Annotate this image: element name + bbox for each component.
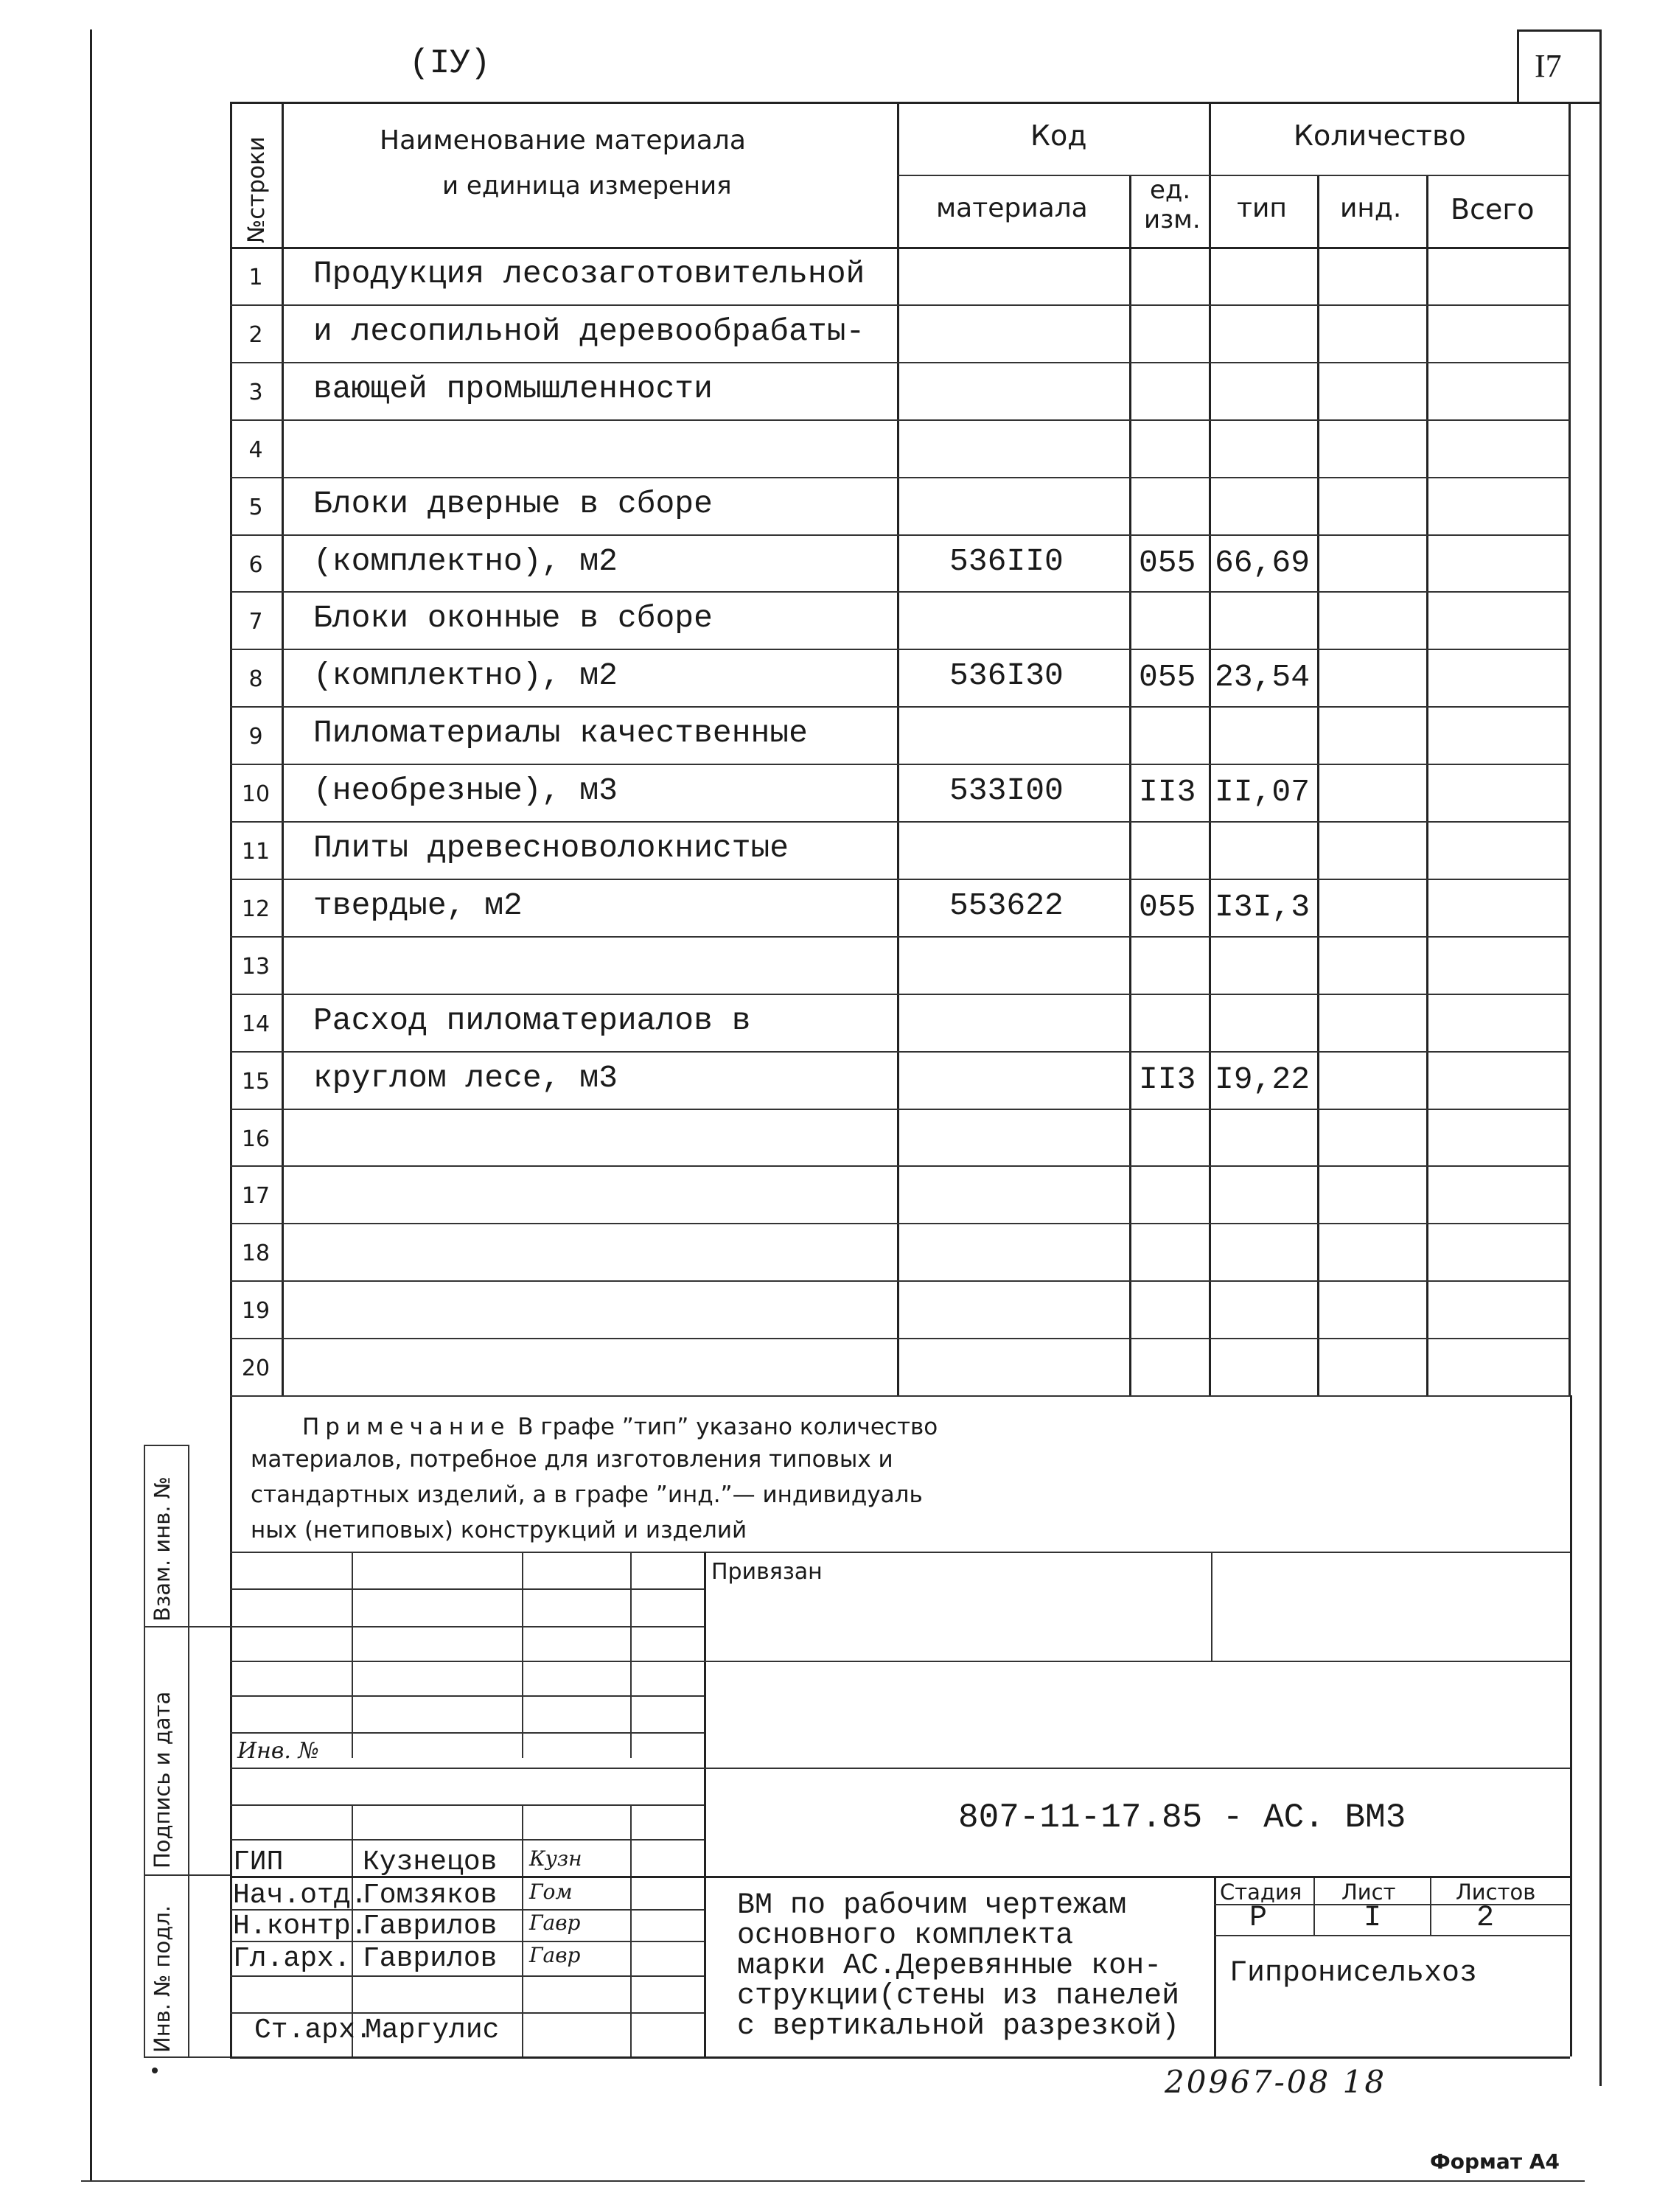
header-name-line2: и единица измерения bbox=[442, 171, 732, 200]
stamp-title bbox=[737, 1891, 1179, 2042]
row-line bbox=[230, 591, 1570, 593]
row-number: 15 bbox=[241, 1068, 271, 1095]
stamp-sheets-label: Листов bbox=[1456, 1880, 1536, 1905]
side-dot bbox=[152, 2068, 158, 2073]
row-code: 536I30 bbox=[949, 657, 1064, 694]
header-code: Код bbox=[1030, 119, 1087, 152]
page-number: I7 bbox=[1535, 48, 1562, 84]
stamp-signature: Гавр bbox=[529, 1911, 581, 1935]
row-name: Блоки дверные в сборе bbox=[313, 485, 713, 522]
top-label: (IУ) bbox=[409, 44, 491, 83]
stamp-bottom-line bbox=[230, 2056, 1570, 2059]
stamp-sheet: I bbox=[1364, 1902, 1382, 1935]
row-number: 3 bbox=[248, 379, 263, 405]
stamp-grid-13 bbox=[230, 2012, 704, 2014]
stamp-signature: Гом bbox=[529, 1880, 573, 1904]
row-name: твердые, м2 bbox=[313, 887, 523, 924]
header-material: материала bbox=[936, 193, 1088, 223]
header-unit-line2: изм. bbox=[1144, 205, 1201, 234]
col-divider-code bbox=[1129, 175, 1131, 1395]
stamp-col-stage bbox=[1313, 1876, 1315, 1935]
stamp-doc-top bbox=[704, 1768, 1570, 1769]
stamp-col-date bbox=[630, 1552, 632, 1758]
row-line bbox=[230, 362, 1570, 363]
row-name: (комплектно), м2 bbox=[313, 542, 618, 579]
note-line4: ных (нетиповых) конструкций и изделий bbox=[251, 1517, 747, 1543]
row-number: 18 bbox=[241, 1241, 271, 1267]
row-number: 1 bbox=[248, 265, 263, 290]
stamp-person: Гаврилов bbox=[363, 1911, 498, 1942]
stamp-col-sign bbox=[522, 1552, 523, 1758]
side-strip-bottom bbox=[144, 2056, 230, 2058]
stamp-stage: Р bbox=[1249, 1902, 1268, 1935]
row-line bbox=[230, 706, 1570, 708]
row-line bbox=[230, 649, 1570, 650]
note-line2: материалов, потребное для изготовления типовых и bbox=[251, 1446, 893, 1473]
side-strip-left bbox=[144, 1445, 145, 2056]
side-label-vzam: Взам. инв. № bbox=[150, 1476, 175, 1622]
frame-bottom-line bbox=[81, 2180, 1585, 2182]
row-line bbox=[230, 1338, 1570, 1339]
stamp-inv-no: Инв. № bbox=[237, 1738, 319, 1764]
stamp-title-line5: с вертикальной разрезкой) bbox=[737, 2010, 1180, 2043]
row-number: 7 bbox=[248, 609, 263, 635]
row-number: 9 bbox=[248, 724, 263, 750]
col-divider-rowno bbox=[282, 102, 284, 1395]
row-unit: II3 bbox=[1139, 774, 1196, 811]
side-label-podpis: Подпись и дата bbox=[150, 1691, 175, 1869]
row-line bbox=[230, 1395, 1570, 1397]
row-line bbox=[230, 477, 1570, 478]
stamp-sheets: 2 bbox=[1476, 1902, 1495, 1935]
stamp-stage-bottom bbox=[1214, 1935, 1570, 1936]
col-divider-name bbox=[897, 102, 899, 1395]
stamp-role: Гл.арх. bbox=[233, 1943, 351, 1975]
row-name: Продукция лесозаготовительной bbox=[313, 256, 865, 292]
row-code: 536II0 bbox=[949, 542, 1064, 579]
header-ind: инд. bbox=[1340, 193, 1402, 223]
row-number: 14 bbox=[241, 1011, 271, 1037]
side-strip-mid bbox=[188, 1445, 189, 2056]
stamp-title-line4: струкции(стены из панелей bbox=[737, 1980, 1180, 2013]
side-label-inv: Инв. № подл. bbox=[150, 1905, 175, 2053]
stamp-grid-3 bbox=[230, 1661, 704, 1662]
row-line bbox=[230, 304, 1570, 306]
stamp-col-main bbox=[704, 1552, 706, 2056]
stamp-person: Маргулис bbox=[365, 2014, 500, 2046]
stamp-person: Гомзяков bbox=[363, 1880, 498, 1911]
stamp-role: Н.контр. bbox=[233, 1911, 368, 1942]
row-type: 66,69 bbox=[1215, 544, 1311, 581]
header-row-no: №строки bbox=[243, 136, 270, 243]
row-line bbox=[230, 1280, 1570, 1282]
header-type: тип bbox=[1237, 193, 1287, 223]
col-divider-ind bbox=[1426, 175, 1428, 1395]
header-bottom-line bbox=[230, 247, 1570, 249]
row-number: 2 bbox=[248, 321, 263, 348]
stamp-organization: Гипронисельхоз bbox=[1229, 1957, 1478, 1990]
header-unit-line1: ед. bbox=[1150, 175, 1191, 205]
stamp-signature: Кузн bbox=[529, 1846, 582, 1871]
row-line bbox=[230, 994, 1570, 995]
row-line bbox=[230, 936, 1570, 938]
stamp-grid-5 bbox=[230, 1732, 704, 1734]
row-line bbox=[230, 419, 1570, 421]
note-text bbox=[302, 1409, 938, 1445]
row-number: 16 bbox=[241, 1126, 271, 1152]
stamp-top-line bbox=[230, 1552, 1570, 1553]
row-number: 13 bbox=[241, 953, 271, 980]
stamp-doc-bottom bbox=[704, 1876, 1570, 1878]
stamp-privyazan: Привязан bbox=[711, 1559, 823, 1585]
row-line bbox=[230, 764, 1570, 765]
row-name: Блоки оконные в сборе bbox=[313, 600, 713, 637]
stamp-sheet-label: Лист bbox=[1341, 1880, 1396, 1905]
stamp-privyazan-bottom bbox=[704, 1661, 1570, 1662]
row-number: 19 bbox=[241, 1298, 271, 1325]
row-name: и лесопильной деревообрабаты- bbox=[313, 313, 865, 349]
note-line1: В графе ”тип” указано количество bbox=[517, 1414, 938, 1440]
row-line bbox=[230, 879, 1570, 880]
stamp-grid-7 bbox=[230, 1804, 704, 1806]
row-type: 23,54 bbox=[1215, 659, 1311, 696]
page-number-box-left bbox=[1517, 29, 1519, 102]
row-unit: II3 bbox=[1139, 1061, 1196, 1098]
stamp-role: Нач.отд. bbox=[233, 1880, 368, 1911]
stamp-col-title bbox=[1214, 1876, 1216, 2056]
stamp-title-line3: марки АС.Деревянные кон- bbox=[737, 1950, 1162, 1983]
stamp-col-sheet bbox=[1430, 1876, 1431, 1935]
side-strip-div2 bbox=[144, 1874, 230, 1876]
col-divider-unit bbox=[1209, 102, 1211, 1395]
stamp-role: Ст.арх. bbox=[254, 2014, 372, 2046]
row-line bbox=[230, 821, 1570, 823]
frame-top-line bbox=[1517, 29, 1599, 32]
format-label: Формат А4 bbox=[1430, 2149, 1560, 2174]
frame-left-line bbox=[90, 29, 92, 2182]
row-line bbox=[230, 1051, 1570, 1053]
row-unit: 055 bbox=[1139, 544, 1196, 581]
row-number: 11 bbox=[241, 839, 271, 865]
stamp-col-privyazan bbox=[1211, 1552, 1212, 1661]
col-divider-type bbox=[1317, 175, 1319, 1395]
row-code: 533I00 bbox=[949, 772, 1064, 809]
row-number: 6 bbox=[248, 551, 263, 578]
row-type: II,07 bbox=[1215, 774, 1311, 811]
row-name: Плиты древесноволокнистые bbox=[313, 830, 789, 866]
row-unit: 055 bbox=[1139, 888, 1196, 925]
stamp-right-border bbox=[1570, 1552, 1572, 2056]
stamp-grid-1 bbox=[230, 1588, 704, 1590]
row-number: 17 bbox=[241, 1183, 271, 1210]
stamp-grid-4 bbox=[230, 1695, 704, 1697]
row-type: I9,22 bbox=[1215, 1061, 1311, 1098]
stamp-col-sign-b bbox=[522, 1804, 523, 2056]
row-name: (комплектно), м2 bbox=[313, 657, 618, 694]
row-name: (необрезные), м3 bbox=[313, 772, 618, 809]
stamp-title-line1: ВМ по рабочим чертежам bbox=[737, 1889, 1127, 1922]
row-number: 8 bbox=[248, 666, 263, 693]
note-label: Примечание bbox=[302, 1414, 511, 1440]
row-unit: 055 bbox=[1139, 659, 1196, 696]
header-sub-line bbox=[897, 175, 1568, 176]
stamp-col-role bbox=[352, 1552, 353, 1758]
stamp-role: ГИП bbox=[233, 1846, 284, 1878]
stamp-grid-8 bbox=[230, 1839, 704, 1841]
row-number: 12 bbox=[241, 896, 271, 922]
header-name-line1: Наименование материала bbox=[380, 125, 746, 156]
row-line bbox=[230, 1223, 1570, 1224]
stamp-grid-6 bbox=[230, 1768, 704, 1769]
stamp-stage-label: Стадия bbox=[1220, 1880, 1302, 1905]
row-number: 20 bbox=[241, 1356, 271, 1382]
row-name: вающей промышленности bbox=[313, 370, 713, 407]
row-number: 5 bbox=[248, 494, 263, 520]
row-line bbox=[230, 1109, 1570, 1110]
row-number: 10 bbox=[241, 781, 271, 808]
stamp-col-date-b bbox=[630, 1804, 632, 2056]
row-code: 553622 bbox=[949, 887, 1064, 924]
row-name: Пиломатериалы качественные bbox=[313, 715, 808, 752]
stamp-title-line2: основного комплекта bbox=[737, 1919, 1074, 1953]
note-line3: стандартных изделий, а в графе ”инд.”— индивидуаль bbox=[251, 1482, 923, 1508]
header-quantity: Количество bbox=[1294, 119, 1466, 152]
row-name: Расход пиломатериалов в bbox=[313, 1002, 751, 1039]
archive-number: 20967-08 18 bbox=[1165, 2064, 1387, 2100]
header-total: Всего bbox=[1451, 193, 1535, 226]
stamp-grid-12 bbox=[230, 1975, 704, 1977]
stamp-person: Гаврилов bbox=[363, 1943, 498, 1975]
row-line bbox=[230, 1165, 1570, 1167]
row-line bbox=[230, 534, 1570, 536]
row-name: круглом лесе, м3 bbox=[313, 1059, 618, 1096]
stamp-doc-code: 807-11-17.85 - АС. ВМ3 bbox=[958, 1798, 1406, 1837]
stamp-grid-2 bbox=[230, 1626, 704, 1627]
frame-right-line bbox=[1599, 29, 1602, 2086]
row-number: 4 bbox=[248, 436, 263, 463]
side-strip-top bbox=[144, 1445, 188, 1446]
side-strip-div1 bbox=[144, 1626, 230, 1627]
table-right-border bbox=[1568, 102, 1571, 1395]
stamp-person: Кузнецов bbox=[363, 1846, 498, 1878]
row-type: I3I,3 bbox=[1215, 888, 1311, 925]
stamp-signature: Гавр bbox=[529, 1943, 581, 1967]
